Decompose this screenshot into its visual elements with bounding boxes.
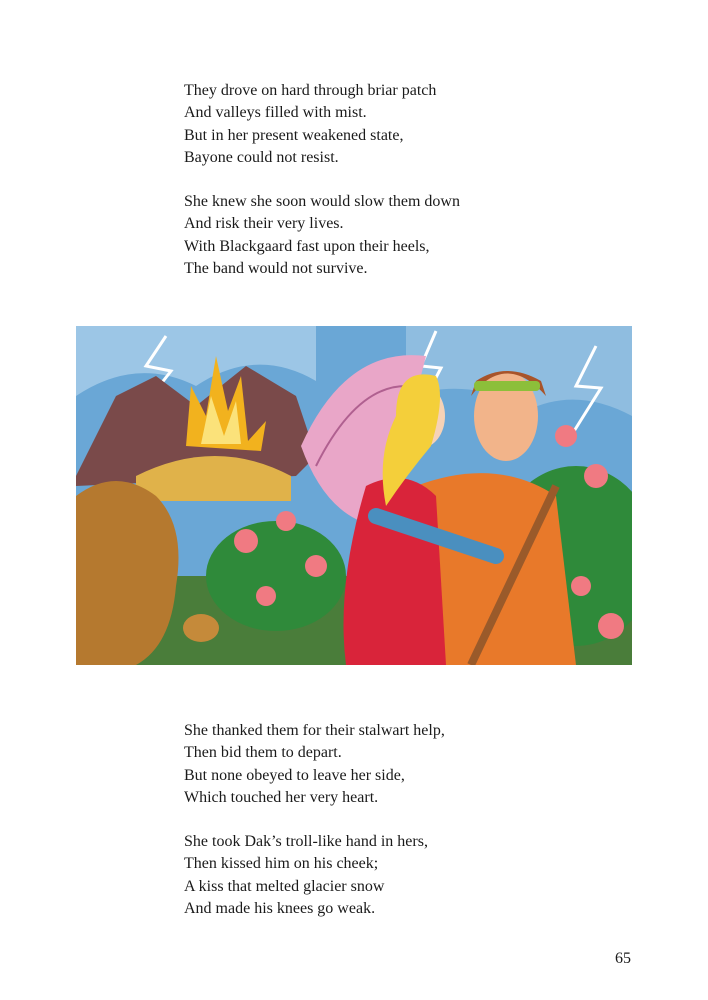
flower [584,464,608,488]
flower [571,576,591,596]
verse-line: And risk their very lives. [184,215,344,233]
verse-line: Bayone could not resist. [184,148,339,166]
flower [555,425,577,447]
verse-line: With Blackgaard fast upon their heels, [184,237,430,255]
flower [234,529,258,553]
verse-line: The band would not survive. [184,259,368,277]
verse-line: She took Dak’s troll-like hand in hers, [184,833,428,850]
troll-hand [183,614,219,642]
elf-man-headband [474,381,540,391]
story-illustration [76,326,632,665]
verse-line: But none obeyed to leave her side, [184,766,405,784]
flower [305,555,327,577]
flower-bush [206,521,346,631]
verse-line: Which touched her very heart. [184,788,379,806]
flower [256,586,276,606]
flower [598,613,624,639]
verse-line: They drove on hard through briar patch [184,82,437,99]
verse-line: Then kissed him on his cheek; [184,855,379,873]
verse-line: Then bid them to depart. [184,744,342,762]
verse-line: And made his knees go weak. [184,899,376,917]
stanza-4 [184,831,428,920]
verse-line: She knew she soon would slow them down [184,193,460,210]
flower [276,511,296,531]
verse-line: A kiss that melted glacier snow [184,877,385,895]
stanza-3 [184,720,445,809]
stanza-2 [184,191,460,280]
verse-line: But in her present weakened state, [184,126,404,144]
page-number: 65 [615,950,631,967]
verse-line: She thanked them for their stalwart help, [184,722,445,739]
stanza-1 [184,80,436,169]
verse-line: And valleys filled with mist. [184,104,367,122]
